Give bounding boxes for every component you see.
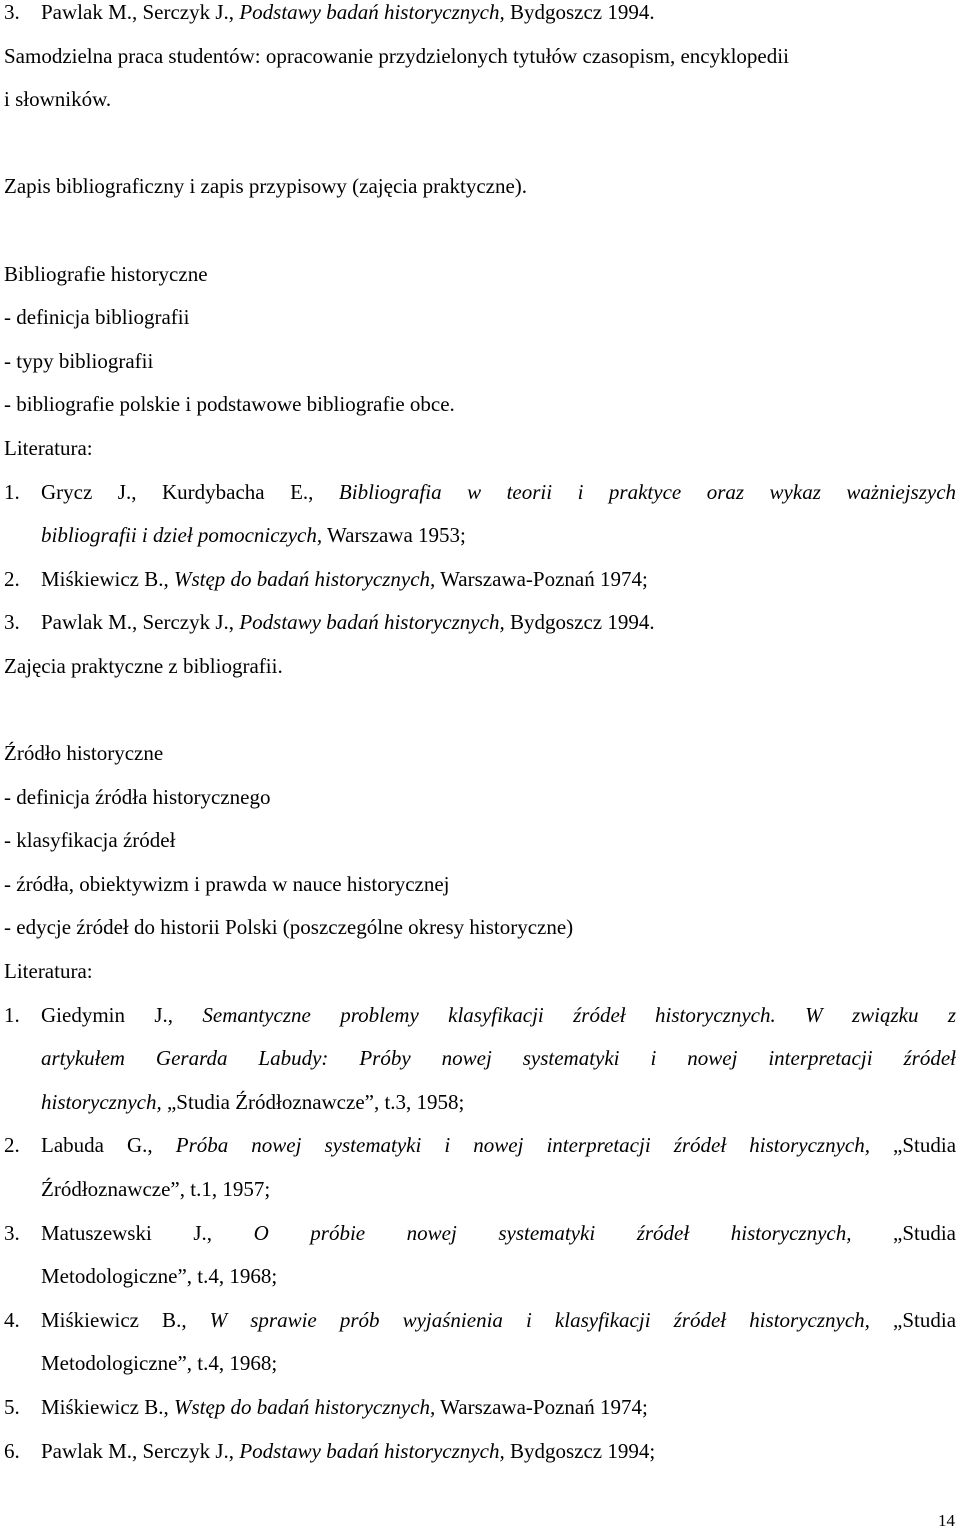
topic-point: - źródła, obiektywizm i prawda w nauce historycznej [4, 871, 450, 896]
reference-title: Podstawy badań historycznych, [239, 1438, 505, 1463]
reference-publication: Warszawa-Poznań 1974; [440, 566, 648, 591]
reference-number: 2. [4, 1133, 20, 1158]
reference-publication: „Studia [893, 1220, 956, 1245]
reference-publication: Źródłoznawcze”, t.1, 1957; [41, 1177, 271, 1202]
topic-point: - edycje źródeł do historii Polski (poszczególne okresy historyczne) [4, 915, 574, 940]
literature-label: Literatura: [4, 435, 93, 460]
reference-title: Podstawy badań historycznych, [239, 0, 505, 24]
reference-title: historycznych, [41, 1089, 162, 1114]
reference-publication: Warszawa-Poznań 1974; [440, 1395, 648, 1419]
reference-title: Podstawy badań historycznych, [239, 610, 505, 635]
reference-author: Giedymin J., [41, 1002, 174, 1027]
reference-item [4, 1299, 956, 1386]
reference-title: artykułem Gerarda Labudy: Próby nowej systematyki i nowej interpretacji źródeł [41, 1046, 956, 1071]
reference-number: 2. [4, 566, 20, 591]
reference-number: 3. [4, 610, 20, 635]
reference-author: Pawlak M., Serczyk J., [41, 0, 235, 24]
reference-number: 4. [4, 1307, 20, 1332]
paragraph-line: Samodzielna praca studentów: opracowanie przydzielonych tytułów czasopism, encyklopedii [4, 43, 789, 68]
reference-item [4, 1386, 956, 1430]
page-number: 14 [938, 1511, 955, 1530]
reference-number: 5. [4, 1395, 20, 1419]
document-page [4, 0, 956, 1473]
topic-point: - klasyfikacja źródeł [4, 828, 176, 853]
reference-number: 1. [4, 479, 20, 504]
reference-publication: „Studia Źródłoznawcze”, t.3, 1958; [166, 1089, 465, 1114]
reference-item [4, 601, 956, 645]
reference-item [4, 994, 956, 1125]
reference-publication: Metodologiczne”, t.4, 1968; [41, 1264, 278, 1289]
reference-publication: „Studia [893, 1133, 956, 1158]
section-heading: Bibliografie historyczne [4, 261, 208, 286]
reference-number: 1. [4, 1002, 20, 1027]
reference-author: Miśkiewicz B., [41, 1395, 169, 1419]
topic-point: - bibliografie polskie i podstawowe bibliografie obce. [4, 392, 455, 417]
topic-point: - definicja bibliografii [4, 305, 190, 330]
reference-author: Matuszewski J., [41, 1220, 213, 1245]
reference-item [4, 471, 956, 558]
reference-author: Miśkiewicz B., [41, 1307, 187, 1332]
reference-item [4, 1124, 956, 1211]
reference-publication: Bydgoszcz 1994. [509, 0, 655, 24]
reference-author: Grycz J., Kurdybacha E., [41, 479, 314, 504]
reference-title: bibliografii i dzieł pomocniczych, [41, 523, 323, 548]
reference-author: Miśkiewicz B., [41, 566, 169, 591]
reference-author: Pawlak M., Serczyk J., [41, 1438, 235, 1463]
reference-number: 6. [4, 1438, 20, 1463]
reference-author: Labuda G., [41, 1133, 153, 1158]
reference-publication: „Studia [893, 1307, 956, 1332]
reference-author: Pawlak M., Serczyk J., [41, 610, 235, 635]
reference-title: Próba nowej systematyki i nowej interpretacji źródeł historycznych, [175, 1133, 870, 1158]
reference-number: 3. [4, 0, 20, 24]
reference-publication: Metodologiczne”, t.4, 1968; [41, 1351, 278, 1376]
section-heading: Źródło historyczne [4, 741, 164, 766]
reference-item [4, 1430, 956, 1474]
topic-point: - definicja źródła historycznego [4, 784, 271, 809]
reference-title: Bibliografia w teorii i praktyce oraz wykaz ważniejszych [338, 479, 956, 504]
topic-point: - typy bibliografii [4, 348, 154, 373]
reference-title: Wstęp do badań historycznych, [173, 1395, 436, 1419]
reference-publication: Bydgoszcz 1994; [509, 1438, 656, 1463]
reference-number: 3. [4, 1220, 20, 1245]
reference-publication: Bydgoszcz 1994. [509, 610, 655, 635]
paragraph-line: i słowników. [4, 87, 112, 112]
literature-label: Literatura: [4, 959, 93, 984]
reference-item [4, 558, 956, 602]
reference-title: Wstęp do badań historycznych, [173, 566, 436, 591]
reference-item [4, 0, 956, 35]
reference-publication: Warszawa 1953; [327, 523, 466, 548]
reference-title: Semantyczne problemy klasyfikacji źródeł historycznych. W związku z [202, 1002, 956, 1027]
section-note: Zapis bibliograficzny i zapis przypisowy (zajęcia praktyczne). [4, 174, 528, 199]
reference-item [4, 1212, 956, 1299]
reference-title: W sprawie prób wyjaśnienia i klasyfikacji źródeł historycznych, [209, 1307, 870, 1332]
section-note: Zajęcia praktyczne z bibliografii. [4, 653, 283, 678]
reference-title: O próbie nowej systematyki źródeł historycznych, [253, 1220, 852, 1245]
